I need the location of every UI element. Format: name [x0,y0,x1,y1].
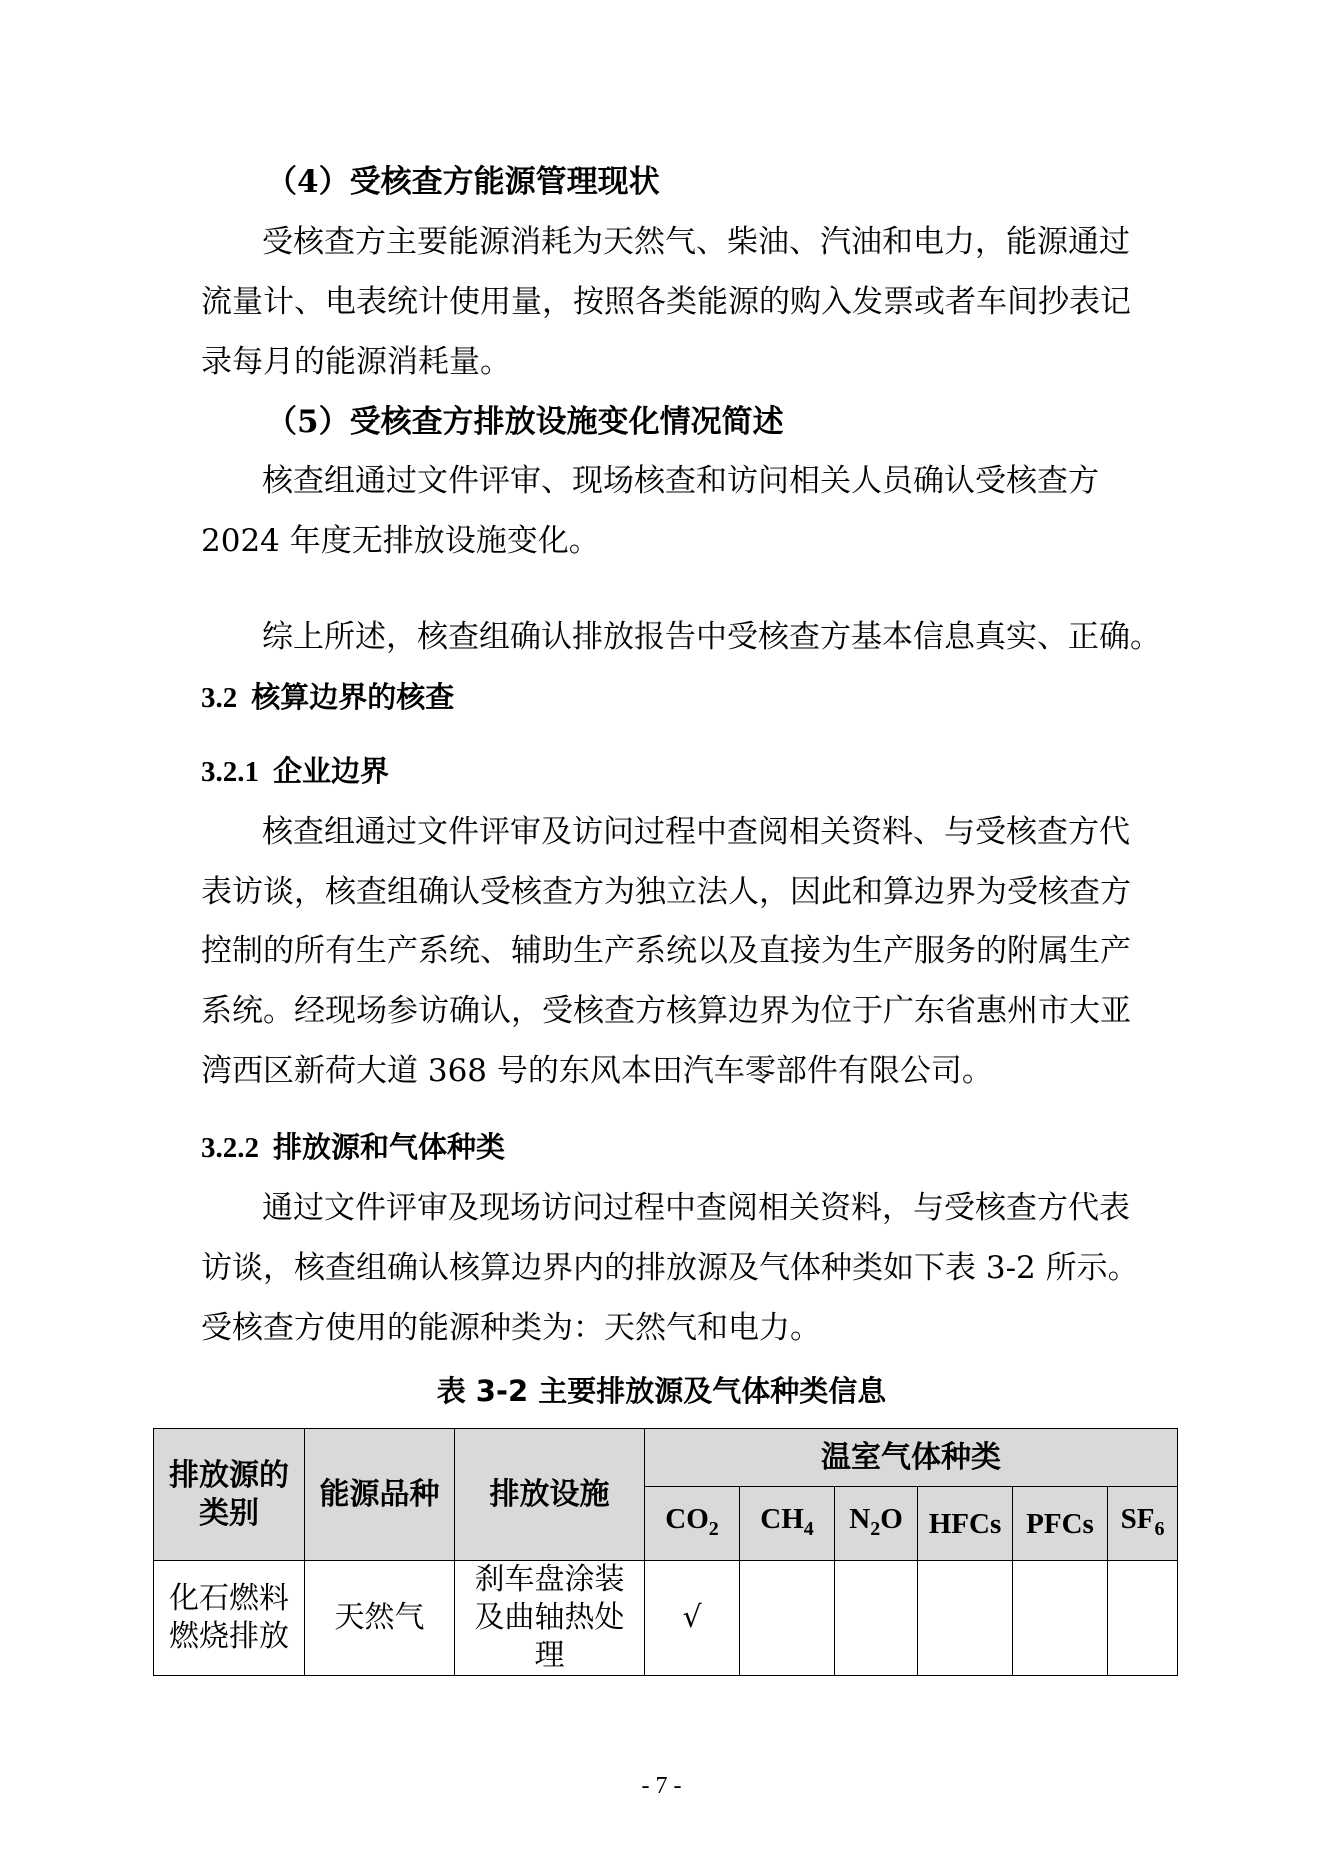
heading-3-2-2 [201,1125,1131,1170]
cell-gas-mark [835,1561,918,1676]
gas-formula-base: PFCs [1026,1507,1094,1540]
table-row [154,1561,1178,1676]
p322-line-2: 访谈，核查组确认核算边界内的排放源及气体种类如下表 3-2 所示。 [201,1250,1139,1286]
p321-line-5: 湾西区新荷大道 368 号的东风本田汽车零部件有限公司。 [201,1053,993,1089]
s4-line-1: 受核查方主要能源消耗为天然气、柴油、汽油和电力，能源通过 [262,224,1130,260]
p321-line-4: 系统。经现场参访确认，受核查方核算边界为位于广东省惠州市大亚 [201,993,1131,1029]
header-gas-sf6 [1108,1487,1178,1561]
gas-formula-subscript: 2 [870,1517,881,1540]
header-category: 排放源的类别 [154,1429,305,1561]
heading-3-2-1-number: 3.2.1 [201,756,259,788]
section-5-heading: （5）受核查方排放设施变化情况简述 [266,404,784,440]
gas-formula-subscript: 4 [803,1517,814,1540]
gas-formula-base: N [849,1502,871,1535]
cell-gas-mark: √ [645,1561,740,1676]
table-body [154,1561,1178,1676]
cell-gas-mark [740,1561,835,1676]
page-number: - 7 - [641,1773,682,1799]
cell-energy: 天然气 [305,1561,455,1676]
gas-formula-tail: O [880,1502,903,1535]
heading-3-2-number: 3.2 [201,682,238,714]
cell-gas-mark [1108,1561,1178,1676]
gas-formula-base: SF [1120,1502,1155,1535]
section-4-heading: （4）受核查方能源管理现状 [266,164,660,200]
s5-line-2: 2024 年度无排放设施变化。 [201,523,600,559]
header-gas-co2 [645,1487,740,1561]
header-gas-pfcs [1013,1487,1108,1561]
header-energy: 能源品种 [305,1429,455,1561]
p322-line-1: 通过文件评审及现场访问过程中查阅相关资料，与受核查方代表 [262,1190,1130,1226]
gas-formula-base: CH [760,1502,804,1535]
p321-line-3: 控制的所有生产系统、辅助生产系统以及直接为生产服务的附属生产 [201,933,1131,969]
s5-line-1: 核查组通过文件评审、现场核查和访问相关人员确认受核查方 [262,463,1099,499]
cell-category: 化石燃料燃烧排放 [154,1561,305,1676]
gas-formula-subscript: 6 [1154,1517,1165,1540]
header-gas-n2o [835,1487,918,1561]
p321-line-2: 表访谈，核查组确认受核查方为独立法人，因此和算边界为受核查方 [201,874,1131,910]
emission-source-table [153,1428,1178,1676]
heading-3-2-1 [201,749,1131,794]
gas-formula-base: HFCs [928,1507,1002,1540]
header-gas-hfcs [918,1487,1013,1561]
header-gas-group: 温室气体种类 [645,1429,1178,1487]
cell-facility: 刹车盘涂装及曲轴热处理 [455,1561,645,1676]
table-caption: 表 3-2 主要排放源及气体种类信息 [436,1374,887,1408]
cell-gas-mark [918,1561,1013,1676]
heading-3-2-2-number: 3.2.2 [201,1132,259,1164]
p321-line-1: 核查组通过文件评审及访问过程中查阅相关资料、与受核查方代 [262,814,1130,850]
heading-3-2 [201,675,1131,720]
p322-line-3: 受核查方使用的能源种类为：天然气和电力。 [201,1310,821,1346]
s4-line-2: 流量计、电表统计使用量，按照各类能源的购入发票或者车间抄表记 [201,284,1131,320]
heading-3-2-1-text: 企业边界 [273,754,390,788]
heading-3-2-2-text: 排放源和气体种类 [273,1130,506,1164]
heading-3-2-text: 核算边界的核查 [251,680,455,714]
summary-paragraph: 综上所述，核查组确认排放报告中受核查方基本信息真实、正确。 [262,619,1161,655]
gas-formula-base: CO [665,1502,709,1535]
cell-gas-mark [1013,1561,1108,1676]
header-gas-ch4 [740,1487,835,1561]
s4-line-3: 录每月的能源消耗量。 [201,344,511,380]
header-facility: 排放设施 [455,1429,645,1561]
gas-formula-subscript: 2 [708,1517,719,1540]
